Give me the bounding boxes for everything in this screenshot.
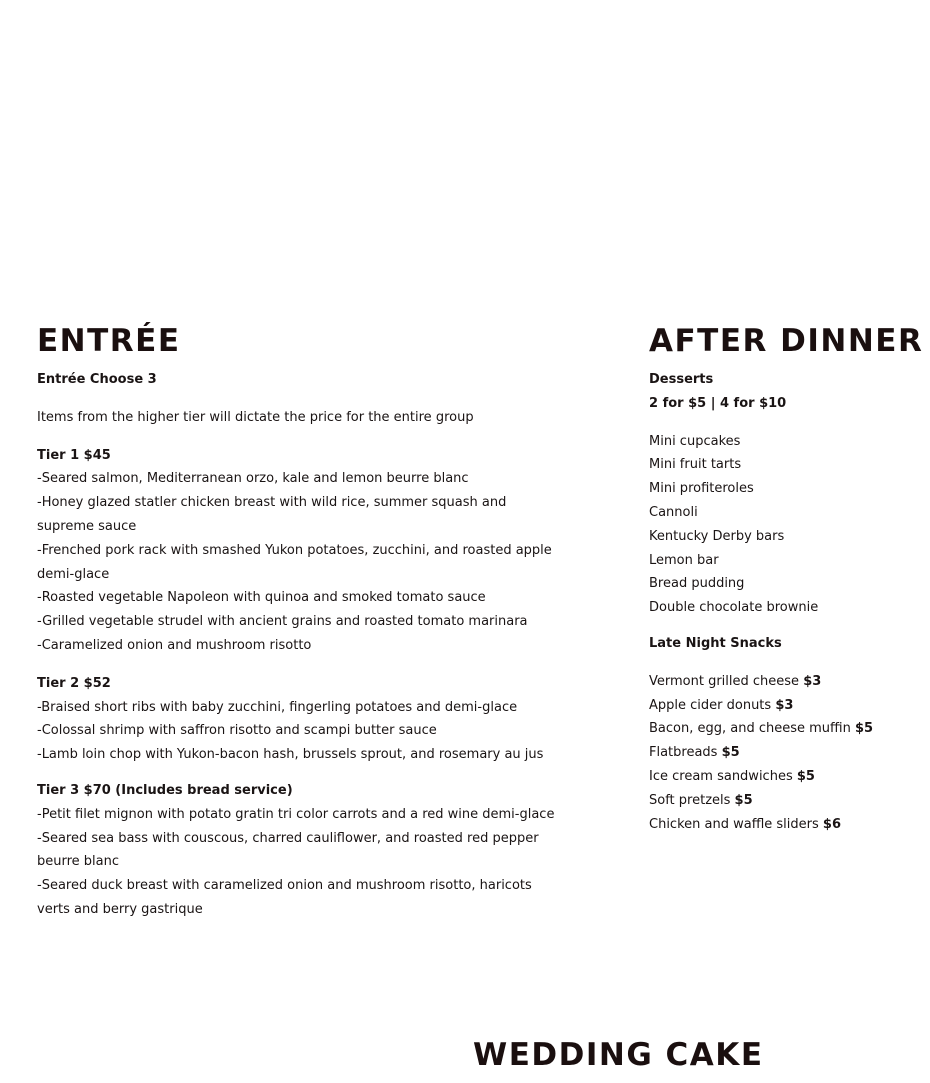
- menu-item: -Caramelized onion and mushroom risotto: [37, 637, 312, 653]
- snack-name: Chicken and waffle sliders: [649, 816, 819, 832]
- menu-item: -Braised short ribs with baby zucchini, fingerling potatoes and demi-glace: [37, 699, 518, 715]
- menu-item: -Seared sea bass with couscous, charred cauliflower, and roasted red pepper beurre blanc: [37, 830, 539, 870]
- tier-title: Tier 3 $70 (Includes bread service): [37, 782, 293, 798]
- snack-price: $5: [734, 792, 753, 808]
- tier-title: Tier 2 $52: [37, 675, 111, 691]
- tier-1: [37, 444, 567, 658]
- menu-item: -Honey glazed statler chicken breast with wild rice, summer squash and supreme sauce: [37, 495, 507, 534]
- menu-item: -Colossal shrimp with saffron risotto and scampi butter sauce: [37, 723, 437, 739]
- snack-name: Vermont grilled cheese: [649, 673, 800, 689]
- snack-price: $5: [854, 721, 874, 737]
- entree-note: Items from the higher tier will dictate the price for the entire group: [37, 409, 474, 425]
- menu-item: -Seared duck breast with caramelized onion and mushroom risotto, haricots verts and berry gastrique: [37, 878, 532, 917]
- wedding-cake-heading: WEDDING CAKE: [473, 1037, 764, 1073]
- dessert-item: Mini fruit tarts: [649, 457, 742, 473]
- entree-heading: ENTRÉE: [37, 323, 181, 359]
- tier-3: [37, 779, 567, 922]
- snack-price: $5: [796, 768, 815, 784]
- entree-content: [37, 368, 567, 922]
- snack-item: [649, 789, 919, 813]
- tier-2: [37, 672, 567, 767]
- snack-price: $5: [721, 745, 740, 761]
- menu-item: -Grilled vegetable strudel with ancient grains and roasted tomato marinara: [37, 614, 528, 630]
- snack-name: Soft pretzels: [649, 792, 731, 808]
- menu-item: -Lamb loin chop with Yukon-bacon hash, brussels sprout, and rosemary au jus: [37, 747, 544, 763]
- snack-item: [649, 813, 919, 837]
- menu-item: -Frenched pork rack with smashed Yukon potatoes, zucchini, and roasted apple demi-glace: [37, 542, 552, 582]
- menu-item: -Roasted vegetable Napoleon with quinoa and smoked tomato sauce: [37, 590, 486, 606]
- snack-name: Flatbreads: [649, 745, 718, 761]
- snack-price: $3: [803, 673, 822, 689]
- snack-name: Apple cider donuts: [649, 697, 772, 713]
- snacks-title: Late Night Snacks: [649, 635, 782, 651]
- menu-item: -Petit filet mignon with potato gratin tri color carrots and a red wine demi-glace: [37, 806, 555, 822]
- dessert-item: Mini profiteroles: [649, 481, 754, 497]
- after-dinner-heading: AFTER DINNER: [649, 323, 924, 359]
- dessert-item: Bread pudding: [649, 576, 745, 592]
- snack-item: [649, 670, 919, 694]
- dessert-item: Kentucky Derby bars: [649, 528, 785, 544]
- snack-item: [649, 765, 919, 789]
- snacks-list: [649, 670, 919, 837]
- desserts-list: [649, 430, 919, 620]
- dessert-item: Mini cupcakes: [649, 433, 741, 449]
- snack-name: Bacon, egg, and cheese muffin: [649, 721, 851, 737]
- snack-item: [649, 741, 919, 765]
- after-dinner-content: [649, 368, 919, 836]
- entree-subheading: Entrée Choose 3: [37, 372, 157, 387]
- menu-item: -Seared salmon, Mediterranean orzo, kale and lemon beurre blanc: [37, 471, 469, 487]
- dessert-item: Double chocolate brownie: [649, 600, 819, 616]
- snack-item: [649, 694, 919, 718]
- snack-price: $6: [822, 816, 841, 832]
- desserts-price: 2 for $5 | 4 for $10: [649, 395, 787, 411]
- tier-title: Tier 1 $45: [37, 447, 111, 463]
- snack-price: $3: [775, 697, 794, 713]
- dessert-item: Cannoli: [649, 504, 698, 520]
- desserts-title: Desserts: [649, 372, 714, 387]
- snack-name: Ice cream sandwiches: [649, 768, 793, 784]
- dessert-item: Lemon bar: [649, 552, 719, 568]
- snack-item: [649, 717, 919, 741]
